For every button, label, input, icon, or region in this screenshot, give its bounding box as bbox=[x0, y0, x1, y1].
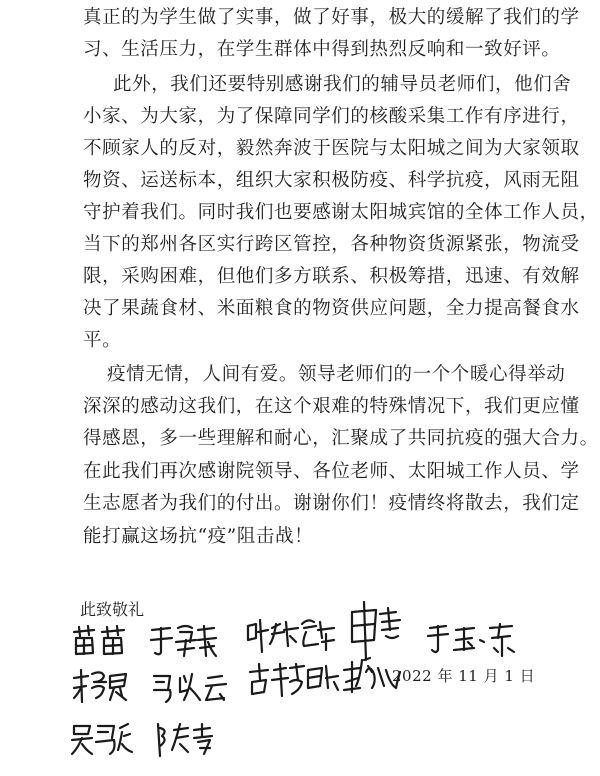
signature-3 bbox=[244, 616, 340, 656]
letter-line: 决了果蔬食材、米面粮食的物资供应问题，全力提高餐食水 bbox=[83, 298, 580, 319]
signature-6 bbox=[70, 666, 130, 706]
letter-line: 小家、为大家，为了保障同学们的核酸采集工作有序进行， bbox=[83, 106, 580, 127]
closing-salutation: 此致敬礼 bbox=[80, 600, 145, 619]
letter-line: 能打赢这场抗“疫”阻击战！ bbox=[83, 526, 314, 547]
letter-line: 疫情无情，人间有爱。领导老师们的一个个暖心得举动 bbox=[107, 364, 566, 385]
letter-line: 限，采购困难，但他们多方联系、积极筹措，迅速、有效解 bbox=[83, 266, 580, 287]
letter-line: 真正的为学生做了实事，做了好事，极大的缓解了我们的学 bbox=[83, 7, 580, 28]
signature-10 bbox=[68, 720, 134, 760]
signature-8 bbox=[246, 660, 346, 700]
letter-line: 平。 bbox=[83, 330, 122, 351]
letter-line: 当下的郑州各区实行跨区管控，各种物资货源紧张，物流受 bbox=[83, 234, 580, 255]
letter-line: 在此我们再次感谢院领导、各位老师、太阳城工作人员、学 bbox=[83, 461, 580, 482]
letter-line: 物资、运送标本，组织大家积极防疫、科学抗疫，风雨无阻 bbox=[83, 170, 580, 191]
letter-date: 2022 年 11 月 1 日 bbox=[392, 667, 536, 685]
signature-5 bbox=[426, 620, 522, 660]
letter-line: 得感恩，多一些理解和耐心，汇聚成了共同抗疫的强大合力。 bbox=[83, 428, 599, 449]
letter-line: 守护着我们。同时我们也要感谢太阳城宾馆的全体工作人员， bbox=[83, 202, 599, 223]
letter-line: 此外，我们还要特别感谢我们的辅导员老师们，他们舍 bbox=[113, 74, 572, 95]
signature-7 bbox=[150, 670, 232, 706]
letter-line: 不顾家人的反对，毅然奔波于医院与太阳城之间为大家领取 bbox=[83, 138, 580, 159]
letter-line: 生志愿者为我们的付出。谢谢你们！疫情终将散去，我们定 bbox=[83, 493, 580, 514]
letter-line: 习、生活压力，在学生群体中得到热烈反响和一致好评。 bbox=[83, 39, 561, 60]
signature-2 bbox=[148, 622, 218, 662]
letter-line: 深深的感动这我们，在这个艰难的特殊情况下，我们更应懂 bbox=[83, 396, 580, 417]
signature-11 bbox=[154, 720, 224, 760]
signature-miaomiao bbox=[70, 624, 128, 660]
